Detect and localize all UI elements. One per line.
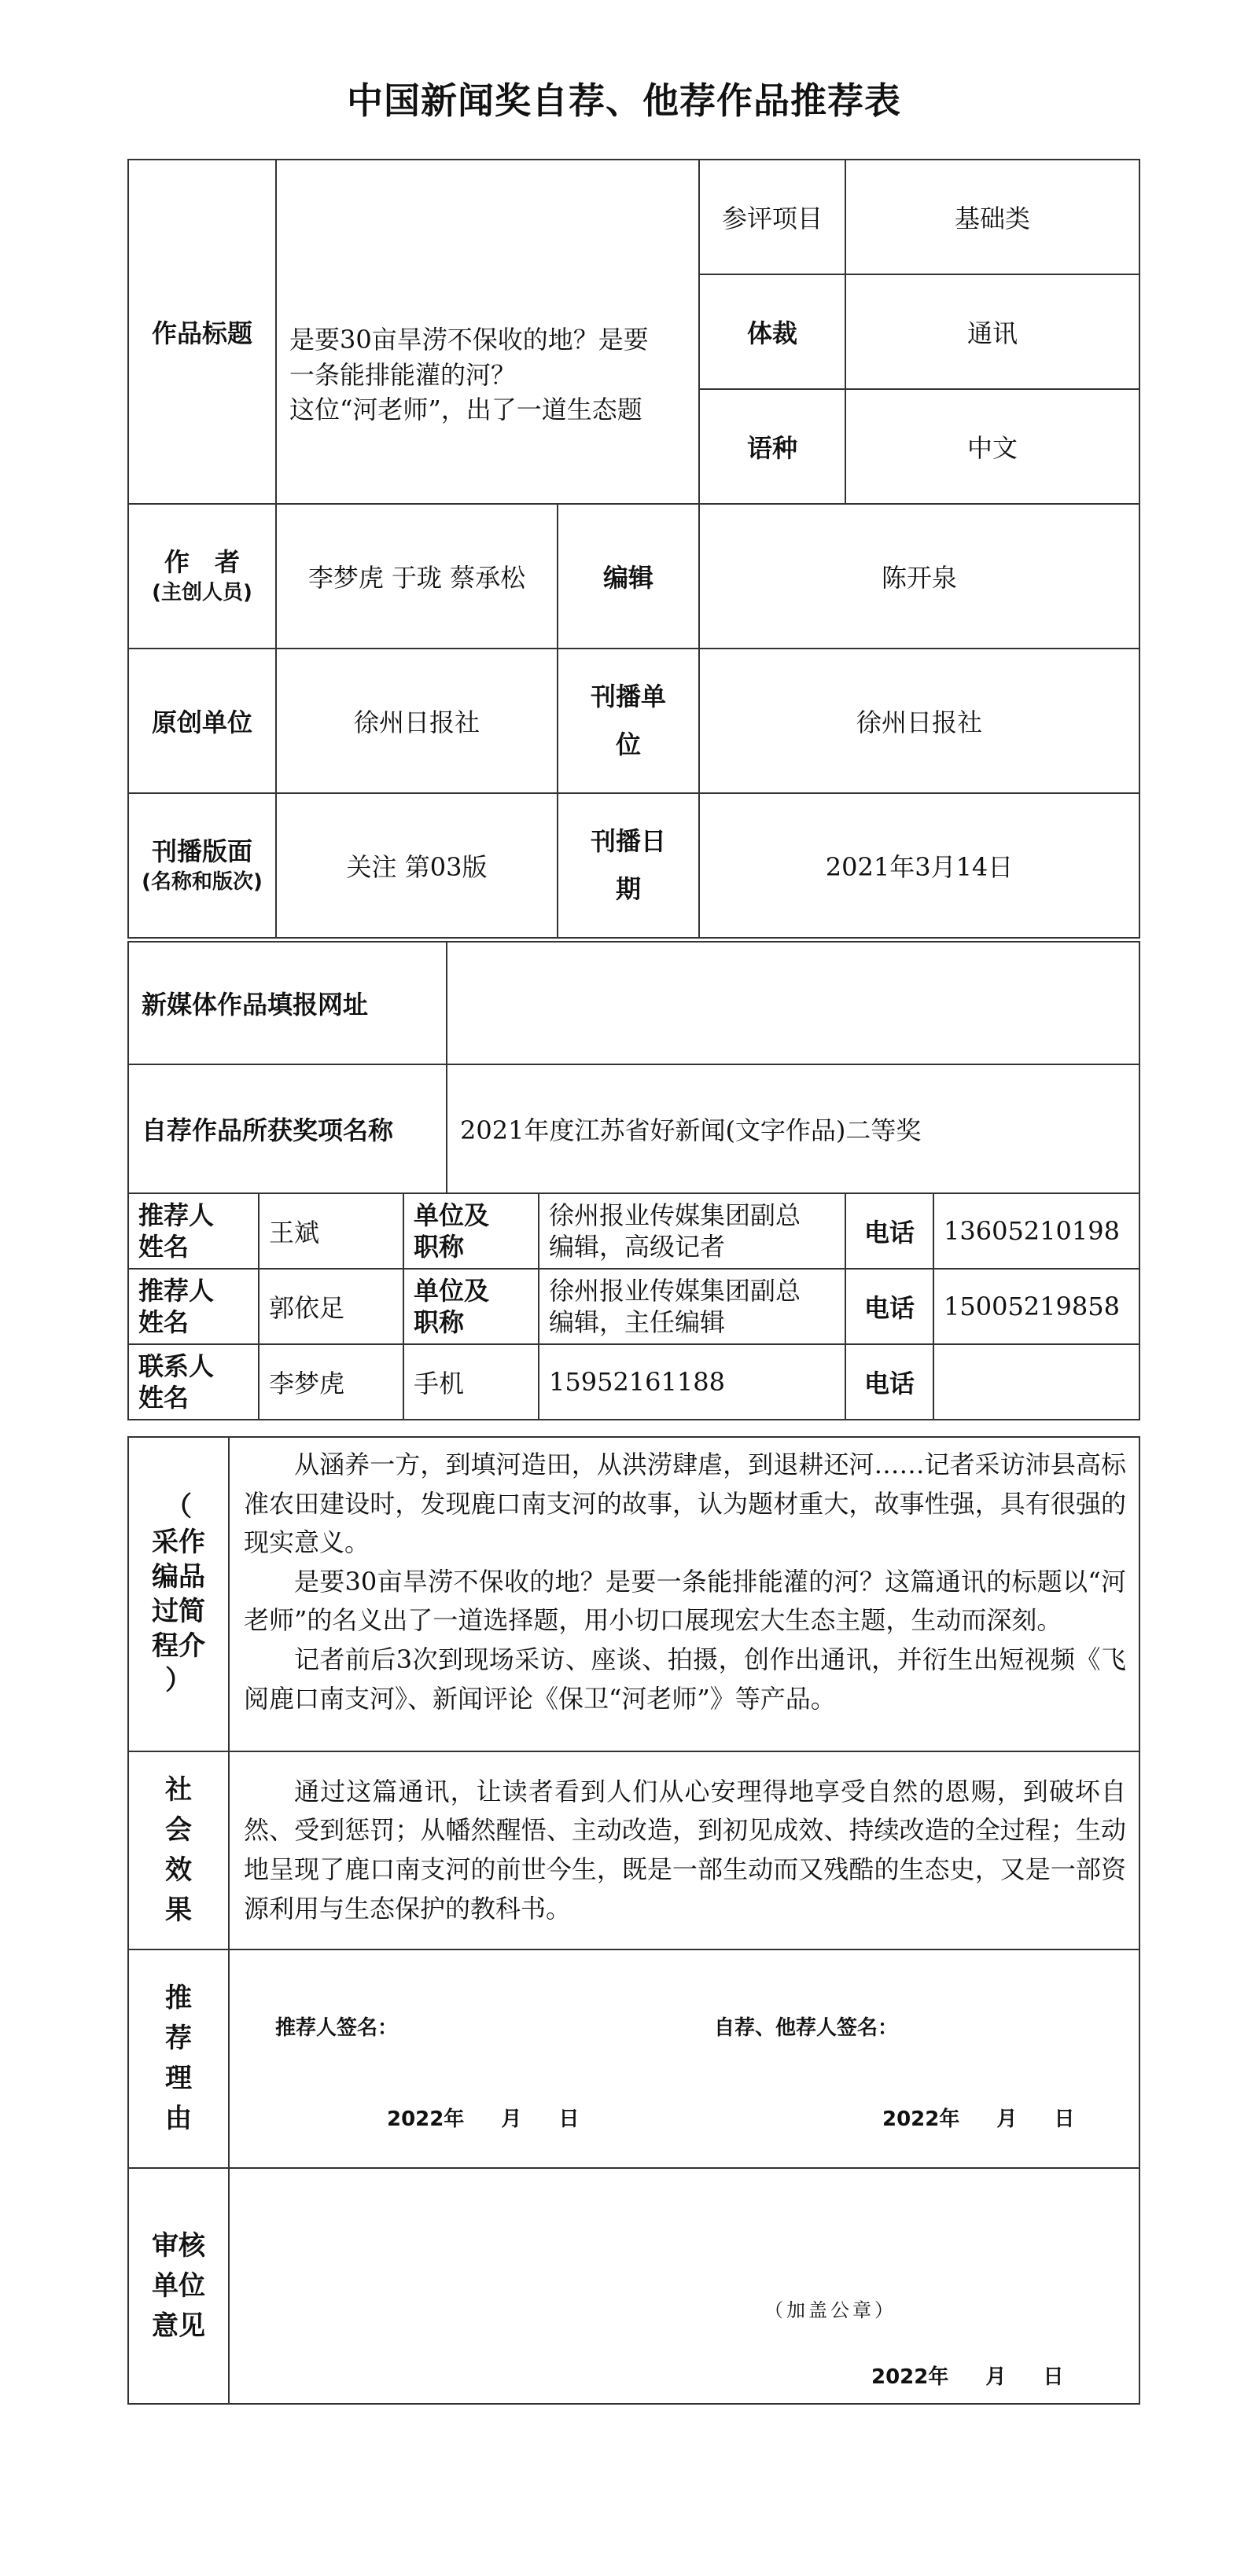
editor-label: 编辑: [558, 504, 699, 649]
process-label: （ 采作 编品 过简 程介 ）: [128, 1437, 229, 1751]
self-recommender-date: 2022年 月 日: [882, 2107, 1075, 2131]
work-title-label: 作品标题: [128, 160, 276, 504]
form-title: 中国新闻奖自荐、他荐作品推荐表: [347, 79, 901, 122]
contact-name: 李梦虎: [259, 1344, 403, 1420]
category-label: 参评项目: [699, 160, 845, 274]
recommender-signature-label: 推荐人签名：: [275, 2016, 399, 2040]
language-value: 中文: [845, 389, 1139, 504]
recommend-reason-label: 推 荐 理 由: [128, 1949, 229, 2168]
work-title-value: 是要30亩旱涝不保收的地？是要 一条能排能灌的河？ 这位“河老师”，出了一道生态题: [276, 160, 699, 504]
recommender-date: 2022年 月 日: [387, 2107, 580, 2131]
info-table: [127, 159, 1140, 939]
recommend-reason-area: [229, 1949, 1139, 2168]
new-media-url-label: 新媒体作品填报网址: [128, 942, 447, 1064]
publish-date-value: 2021年3月14日: [699, 793, 1139, 938]
genre-label: 体裁: [699, 274, 845, 389]
recommenders-table: [127, 1192, 1140, 1420]
self-recommender-signature-label: 自荐、他荐人签名：: [714, 2016, 899, 2040]
publish-date-label: 刊播日 期: [558, 793, 699, 938]
recommender-phone: 13605210198: [933, 1193, 1139, 1269]
media-award-table: [127, 941, 1140, 1194]
publish-unit-value: 徐州日报社: [699, 649, 1139, 793]
contact-name-label: 联系人 姓名: [128, 1344, 259, 1420]
recommender-unit: 徐州报业传媒集团副总 编辑，主任编辑: [539, 1269, 845, 1344]
publish-unit-label: 刊播单 位: [558, 649, 699, 793]
review-date: 2022年 月 日: [871, 2365, 1064, 2389]
contact-mobile-label: 手机: [403, 1344, 539, 1420]
seal-note: （加盖公章）: [764, 2299, 896, 2321]
award-label: 自荐作品所获奖项名称: [128, 1064, 447, 1193]
recommender-phone: 15005219858: [933, 1269, 1139, 1344]
author-value: 李梦虎 于珑 蔡承松: [276, 504, 558, 649]
editor-value: 陈开泉: [699, 504, 1139, 649]
narrative-table: [127, 1436, 1140, 2405]
recommender-row-1: [128, 1193, 1139, 1269]
recommender-name-label: 推荐人 姓名: [128, 1193, 259, 1269]
contact-mobile: 15952161188: [539, 1344, 845, 1420]
recommender-unit: 徐州报业传媒集团副总 编辑，高级记者: [539, 1193, 845, 1269]
original-unit-value: 徐州日报社: [276, 649, 558, 793]
contact-phone: [933, 1344, 1139, 1420]
review-label: 审核 单位 意见: [128, 2168, 229, 2404]
category-value: 基础类: [845, 160, 1139, 274]
contact-row: [128, 1344, 1139, 1420]
original-unit-label: 原创单位: [128, 649, 276, 793]
recommender-name: 王斌: [259, 1193, 403, 1269]
recommender-row-2: [128, 1269, 1139, 1344]
publish-page-value: 关注 第03版: [276, 793, 558, 938]
recommender-name: 郭依足: [259, 1269, 403, 1344]
social-effect-text: 通过这篇通讯，让读者看到人们从心安理得地享受自然的恩赐，到破坏自然、受到惩罚；从幡然醒悟、主动改造，到初见成效、持续改造的全过程；生动地呈现了鹿口南支河的前世今生，既是一部生动而又残酷的生态史，又是一部资源利用与生态保护的教科书。: [229, 1751, 1139, 1949]
social-effect-label: 社 会 效 果: [128, 1751, 229, 1949]
recommender-unit-label: 单位及 职称: [403, 1269, 539, 1344]
genre-value: 通讯: [845, 274, 1139, 389]
award-value: 2021年度江苏省好新闻(文字作品)二等奖: [447, 1064, 1139, 1193]
contact-phone-label: 电话: [845, 1344, 933, 1420]
publish-page-label: 刊播版面 (名称和版次): [128, 793, 276, 938]
review-area: [229, 2168, 1139, 2404]
author-label: 作 者 (主创人员): [128, 504, 276, 649]
recommender-phone-label: 电话: [845, 1193, 933, 1269]
process-text: 从涵养一方，到填河造田，从洪涝肆虐，到退耕还河……记者采访沛县高标准农田建设时，发现鹿口南支河的故事，认为题材重大，故事性强，具有很强的现实意义。 是要30亩旱涝不保收的地？是要一条能排能灌的河？这篇通讯的标题以“河老师”的名义出了一道选择题，用小切口展现宏大生态主题，生动而深刻。 记者前后3次到现场采访、座谈、拍摄，创作出通讯，并衍生出短视频《飞阅鹿口南支河》、新闻评论《保卫“河老师”》等产品。: [229, 1437, 1139, 1751]
recommender-unit-label: 单位及 职称: [403, 1193, 539, 1269]
recommender-phone-label: 电话: [845, 1269, 933, 1344]
recommender-name-label: 推荐人 姓名: [128, 1269, 259, 1344]
new-media-url-value: [447, 942, 1139, 1064]
language-label: 语种: [699, 389, 845, 504]
